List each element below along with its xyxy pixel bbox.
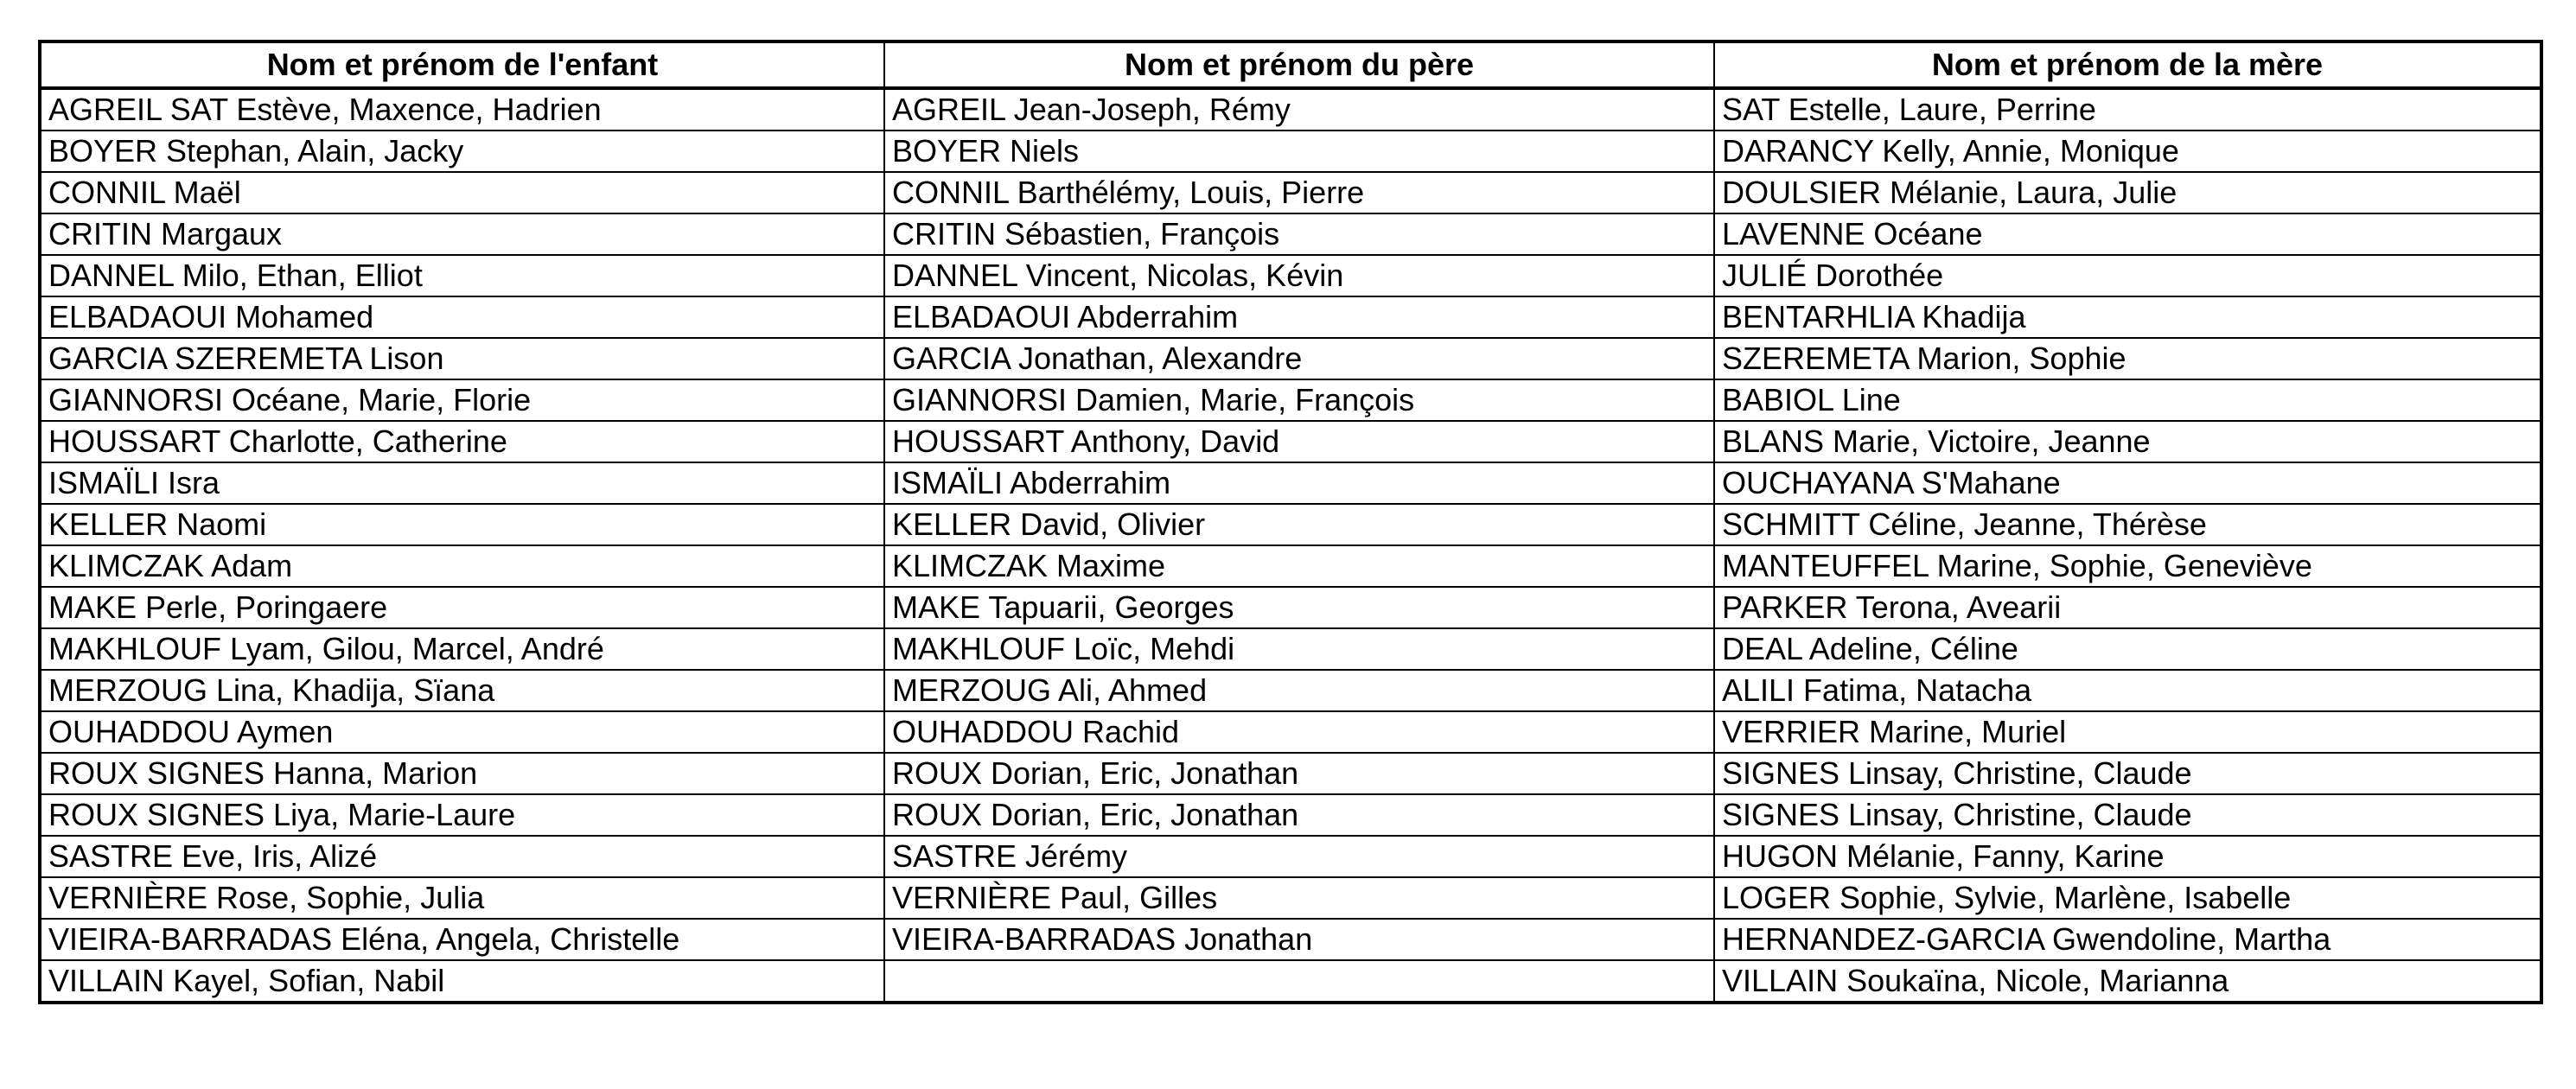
father-name-cell: VERNIÈRE Paul, Gilles [884, 877, 1714, 919]
father-name-cell: OUHADDOU Rachid [884, 711, 1714, 753]
child-name-cell: CONNIL Maël [40, 172, 884, 213]
mother-name-cell: SCHMITT Céline, Jeanne, Thérèse [1714, 504, 2541, 545]
father-name-cell: GIANNORSI Damien, Marie, François [884, 379, 1714, 421]
header-child-name: Nom et prénom de l'enfant [40, 41, 884, 88]
table-row [40, 587, 2541, 628]
child-name-cell: KLIMCZAK Adam [40, 545, 884, 587]
child-name-cell: DANNEL Milo, Ethan, Elliot [40, 255, 884, 296]
table-header-row [40, 41, 2541, 88]
table-row [40, 296, 2541, 338]
table-row [40, 88, 2541, 131]
table-row [40, 628, 2541, 670]
father-name-cell: DANNEL Vincent, Nicolas, Kévin [884, 255, 1714, 296]
mother-name-cell: DEAL Adeline, Céline [1714, 628, 2541, 670]
table-row [40, 172, 2541, 213]
table-row [40, 836, 2541, 877]
father-name-cell: ISMAÏLI Abderrahim [884, 462, 1714, 504]
child-name-cell: GIANNORSI Océane, Marie, Florie [40, 379, 884, 421]
father-name-cell: CRITIN Sébastien, François [884, 213, 1714, 255]
child-name-cell: SASTRE Eve, Iris, Alizé [40, 836, 884, 877]
mother-name-cell: OUCHAYANA S'Mahane [1714, 462, 2541, 504]
child-name-cell: ISMAÏLI Isra [40, 462, 884, 504]
header-father-name: Nom et prénom du père [884, 41, 1714, 88]
child-name-cell: VILLAIN Kayel, Sofian, Nabil [40, 960, 884, 1003]
father-name-cell [884, 960, 1714, 1003]
child-name-cell: MAKHLOUF Lyam, Gilou, Marcel, André [40, 628, 884, 670]
father-name-cell: AGREIL Jean-Joseph, Rémy [884, 88, 1714, 131]
birth-register-table [38, 40, 2543, 1004]
child-name-cell: OUHADDOU Aymen [40, 711, 884, 753]
mother-name-cell: DOULSIER Mélanie, Laura, Julie [1714, 172, 2541, 213]
mother-name-cell: DARANCY Kelly, Annie, Monique [1714, 131, 2541, 172]
mother-name-cell: JULIÉ Dorothée [1714, 255, 2541, 296]
birth-register-table-container [38, 40, 2540, 1004]
table-row [40, 960, 2541, 1003]
father-name-cell: MAKE Tapuarii, Georges [884, 587, 1714, 628]
table-row [40, 545, 2541, 587]
table-row [40, 338, 2541, 379]
mother-name-cell: VILLAIN Soukaïna, Nicole, Marianna [1714, 960, 2541, 1003]
child-name-cell: HOUSSART Charlotte, Catherine [40, 421, 884, 462]
mother-name-cell: PARKER Terona, Avearii [1714, 587, 2541, 628]
mother-name-cell: BENTARHLIA Khadija [1714, 296, 2541, 338]
table-row [40, 379, 2541, 421]
child-name-cell: GARCIA SZEREMETA Lison [40, 338, 884, 379]
mother-name-cell: VERRIER Marine, Muriel [1714, 711, 2541, 753]
father-name-cell: MAKHLOUF Loïc, Mehdi [884, 628, 1714, 670]
table-row [40, 753, 2541, 794]
table-row [40, 213, 2541, 255]
father-name-cell: VIEIRA-BARRADAS Jonathan [884, 919, 1714, 960]
child-name-cell: KELLER Naomi [40, 504, 884, 545]
table-row [40, 255, 2541, 296]
mother-name-cell: HUGON Mélanie, Fanny, Karine [1714, 836, 2541, 877]
mother-name-cell: SIGNES Linsay, Christine, Claude [1714, 794, 2541, 836]
mother-name-cell: SZEREMETA Marion, Sophie [1714, 338, 2541, 379]
father-name-cell: GARCIA Jonathan, Alexandre [884, 338, 1714, 379]
child-name-cell: ROUX SIGNES Liya, Marie-Laure [40, 794, 884, 836]
father-name-cell: KLIMCZAK Maxime [884, 545, 1714, 587]
father-name-cell: KELLER David, Olivier [884, 504, 1714, 545]
table-row [40, 421, 2541, 462]
table-row [40, 919, 2541, 960]
child-name-cell: ROUX SIGNES Hanna, Marion [40, 753, 884, 794]
mother-name-cell: SAT Estelle, Laure, Perrine [1714, 88, 2541, 131]
mother-name-cell: LOGER Sophie, Sylvie, Marlène, Isabelle [1714, 877, 2541, 919]
father-name-cell: ELBADAOUI Abderrahim [884, 296, 1714, 338]
child-name-cell: BOYER Stephan, Alain, Jacky [40, 131, 884, 172]
father-name-cell: HOUSSART Anthony, David [884, 421, 1714, 462]
mother-name-cell: BABIOL Line [1714, 379, 2541, 421]
child-name-cell: VERNIÈRE Rose, Sophie, Julia [40, 877, 884, 919]
table-row [40, 794, 2541, 836]
mother-name-cell: BLANS Marie, Victoire, Jeanne [1714, 421, 2541, 462]
mother-name-cell: SIGNES Linsay, Christine, Claude [1714, 753, 2541, 794]
child-name-cell: MAKE Perle, Poringaere [40, 587, 884, 628]
table-body [40, 88, 2541, 1003]
mother-name-cell: HERNANDEZ-GARCIA Gwendoline, Martha [1714, 919, 2541, 960]
table-row [40, 462, 2541, 504]
mother-name-cell: LAVENNE Océane [1714, 213, 2541, 255]
father-name-cell: ROUX Dorian, Eric, Jonathan [884, 753, 1714, 794]
mother-name-cell: ALILI Fatima, Natacha [1714, 670, 2541, 711]
child-name-cell: CRITIN Margaux [40, 213, 884, 255]
header-mother-name: Nom et prénom de la mère [1714, 41, 2541, 88]
father-name-cell: BOYER Niels [884, 131, 1714, 172]
mother-name-cell: MANTEUFFEL Marine, Sophie, Geneviève [1714, 545, 2541, 587]
father-name-cell: ROUX Dorian, Eric, Jonathan [884, 794, 1714, 836]
table-row [40, 670, 2541, 711]
child-name-cell: MERZOUG Lina, Khadija, Sïana [40, 670, 884, 711]
table-row [40, 711, 2541, 753]
father-name-cell: MERZOUG Ali, Ahmed [884, 670, 1714, 711]
father-name-cell: SASTRE Jérémy [884, 836, 1714, 877]
table-row [40, 131, 2541, 172]
child-name-cell: ELBADAOUI Mohamed [40, 296, 884, 338]
table-row [40, 504, 2541, 545]
child-name-cell: AGREIL SAT Estève, Maxence, Hadrien [40, 88, 884, 131]
child-name-cell: VIEIRA-BARRADAS Eléna, Angela, Christelle [40, 919, 884, 960]
table-row [40, 877, 2541, 919]
father-name-cell: CONNIL Barthélémy, Louis, Pierre [884, 172, 1714, 213]
